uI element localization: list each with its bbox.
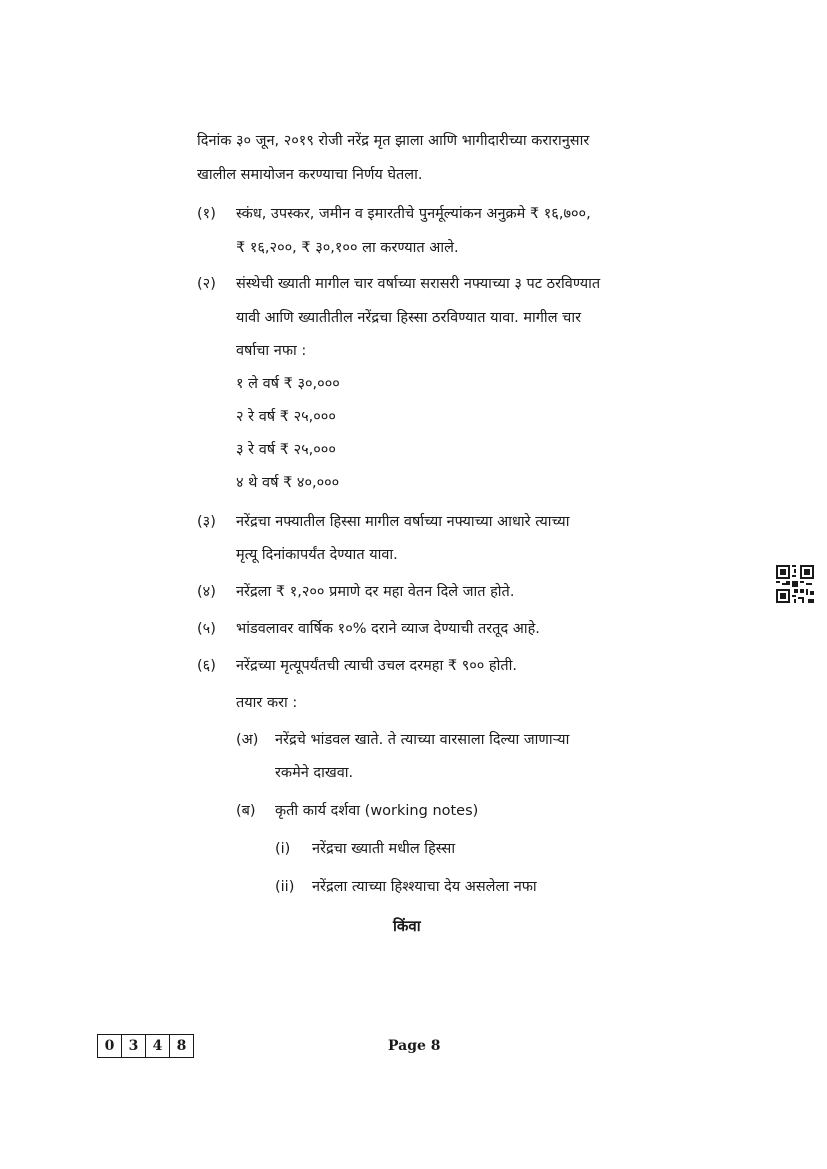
profit-year-4: ४ थे वर्ष ₹ ४०,००० <box>236 475 340 491</box>
item-2-line-3: वर्षाचा नफा : <box>236 343 307 359</box>
item-5-line-1: भांडवलावर वार्षिक १०% दराने व्याज देण्याची तरतूद आहे. <box>236 621 540 637</box>
or-divider: किंवा <box>393 917 421 935</box>
qr-code-icon <box>776 565 814 603</box>
item-6-line-1: नरेंद्रच्या मृत्यूपर्यंतची त्याची उचल दरमहा ₹ ९०० होती. <box>236 658 518 674</box>
paper-code-digit: 0 <box>98 1035 122 1057</box>
item-2-line-2: यावी आणि ख्यातीतील नरेंद्रचा हिस्सा ठरविण्यात यावा. मागील चार <box>236 310 582 326</box>
profit-year-3: ३ रे वर्ष ₹ २५,००० <box>236 442 336 458</box>
part-b-line-1: कृती कार्य दर्शवा (working notes) <box>275 803 479 819</box>
intro-line-1: दिनांक ३० जून, २०१९ रोजी नरेंद्र मृत झाला आणि भागीदारीच्या करारानुसार <box>197 133 590 149</box>
item-1-line-2: ₹ १६,२००, ₹ ३०,१०० ला करण्यात आले. <box>236 240 459 256</box>
item-1-number: (१) <box>197 206 216 222</box>
item-3-number: (३) <box>197 514 216 530</box>
item-1-line-1: स्कंध, उपस्कर, जमीन व इमारतीचे पुनर्मूल्यांकन अनुक्रमे ₹ १६,७००, <box>236 206 591 222</box>
part-a-number: (अ) <box>236 732 259 748</box>
paper-code-digit: 8 <box>176 1038 187 1054</box>
item-3-line-1: नरेंद्रचा नफ्यातील हिस्सा मागील वर्षाच्या नफ्याच्या आधारे त्याच्या <box>236 514 570 530</box>
profit-year-2: २ रे वर्ष ₹ २५,००० <box>236 409 336 425</box>
item-4-line-1: नरेंद्रला ₹ १,२०० प्रमाणे दर महा वेतन दिले जात होते. <box>236 584 515 600</box>
prepare-label: तयार करा : <box>236 695 298 711</box>
item-6-number: (६) <box>197 658 216 674</box>
note-i-text: नरेंद्रचा ख्याती मधील हिस्सा <box>312 841 456 857</box>
page-number: Page 8 <box>388 1038 441 1054</box>
item-5-number: (५) <box>197 621 216 637</box>
paper-code-box <box>97 1034 194 1058</box>
item-3-line-2: मृत्यू दिनांकापर्यंत देण्यात यावा. <box>236 547 398 563</box>
part-a-line-1: नरेंद्रचे भांडवल खाते. ते त्याच्या वारसाला दिल्या जाणाऱ्या <box>275 732 570 748</box>
note-ii-number: (ii) <box>275 879 295 895</box>
part-b-number: (ब) <box>236 803 256 819</box>
paper-code-digit: 4 <box>146 1035 170 1057</box>
part-a-line-2: रकमेने दाखवा. <box>275 765 354 781</box>
item-2-line-1: संस्थेची ख्याती मागील चार वर्षाच्या सरासरी नफ्याच्या ३ पट ठरविण्यात <box>236 276 601 292</box>
note-i-number: (i) <box>275 841 291 857</box>
intro-line-2: खालील समायोजन करण्याचा निर्णय घेतला. <box>197 167 423 183</box>
note-ii-text: नरेंद्रला त्याच्या हिश्श्याचा देय असलेला नफा <box>312 879 537 895</box>
paper-code-digit: 3 <box>122 1035 146 1057</box>
item-4-number: (४) <box>197 584 216 600</box>
item-2-number: (२) <box>197 276 216 292</box>
profit-year-1: १ ले वर्ष ₹ ३०,००० <box>236 376 340 392</box>
